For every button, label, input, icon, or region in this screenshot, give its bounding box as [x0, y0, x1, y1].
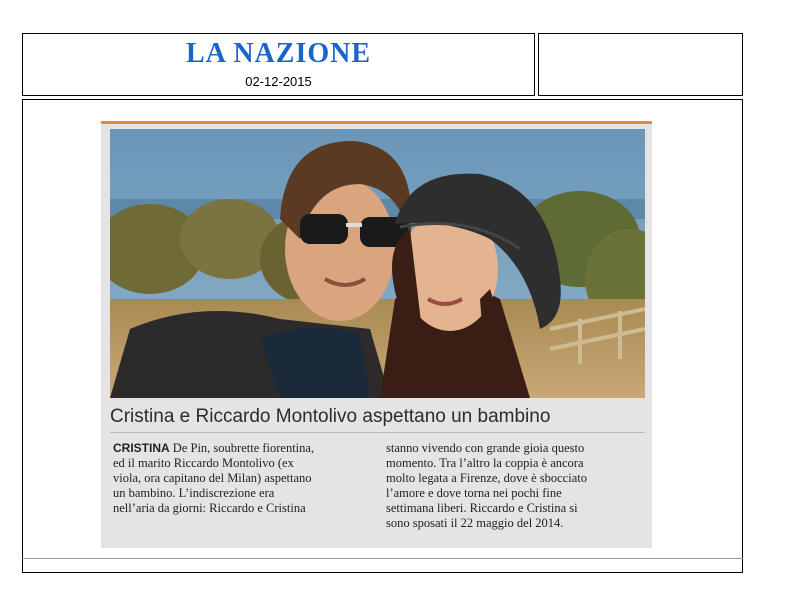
article-headline: Cristina e Riccardo Montolivo aspettano un bambino — [110, 406, 551, 427]
article-line: De Pin, soubrette fiorentina, — [169, 441, 315, 455]
article-line: molto legata a Firenze, dove è sbocciato — [386, 471, 587, 485]
accent-rule — [101, 121, 652, 124]
couple-selfie-photo — [110, 129, 645, 398]
article-column-2 — [386, 441, 644, 531]
newspaper-header — [22, 33, 535, 96]
article-line: momento. Tra l’altro la coppia è ancora — [386, 456, 584, 470]
news-clipping — [101, 121, 652, 548]
article-line: stanno vivendo con grande gioia questo — [386, 441, 585, 455]
lead-word: CRISTINA — [113, 441, 170, 455]
article-line: viola, ora capitano del Milan) aspettano — [113, 471, 312, 485]
article-column-1 — [113, 441, 371, 516]
article-line: settimana liberi. Riccardo e Cristina si — [386, 501, 578, 515]
frame-inner-rule — [22, 558, 743, 559]
article-line: nell’aria da giorni: Riccardo e Cristina — [113, 501, 306, 515]
article-line: un bambino. L’indiscrezione era — [113, 486, 275, 500]
masthead-title: LA NAZIONE — [185, 38, 372, 69]
publication-date: 02-12-2015 — [245, 74, 312, 89]
headline-divider — [110, 432, 645, 433]
header-side-box — [538, 33, 743, 96]
article-line: ed il marito Riccardo Montolivo (ex — [113, 456, 294, 470]
article-line: sono sposati il 22 maggio del 2014. — [386, 516, 564, 530]
article-line: l’amore e dove torna nei pochi fine — [386, 486, 562, 500]
